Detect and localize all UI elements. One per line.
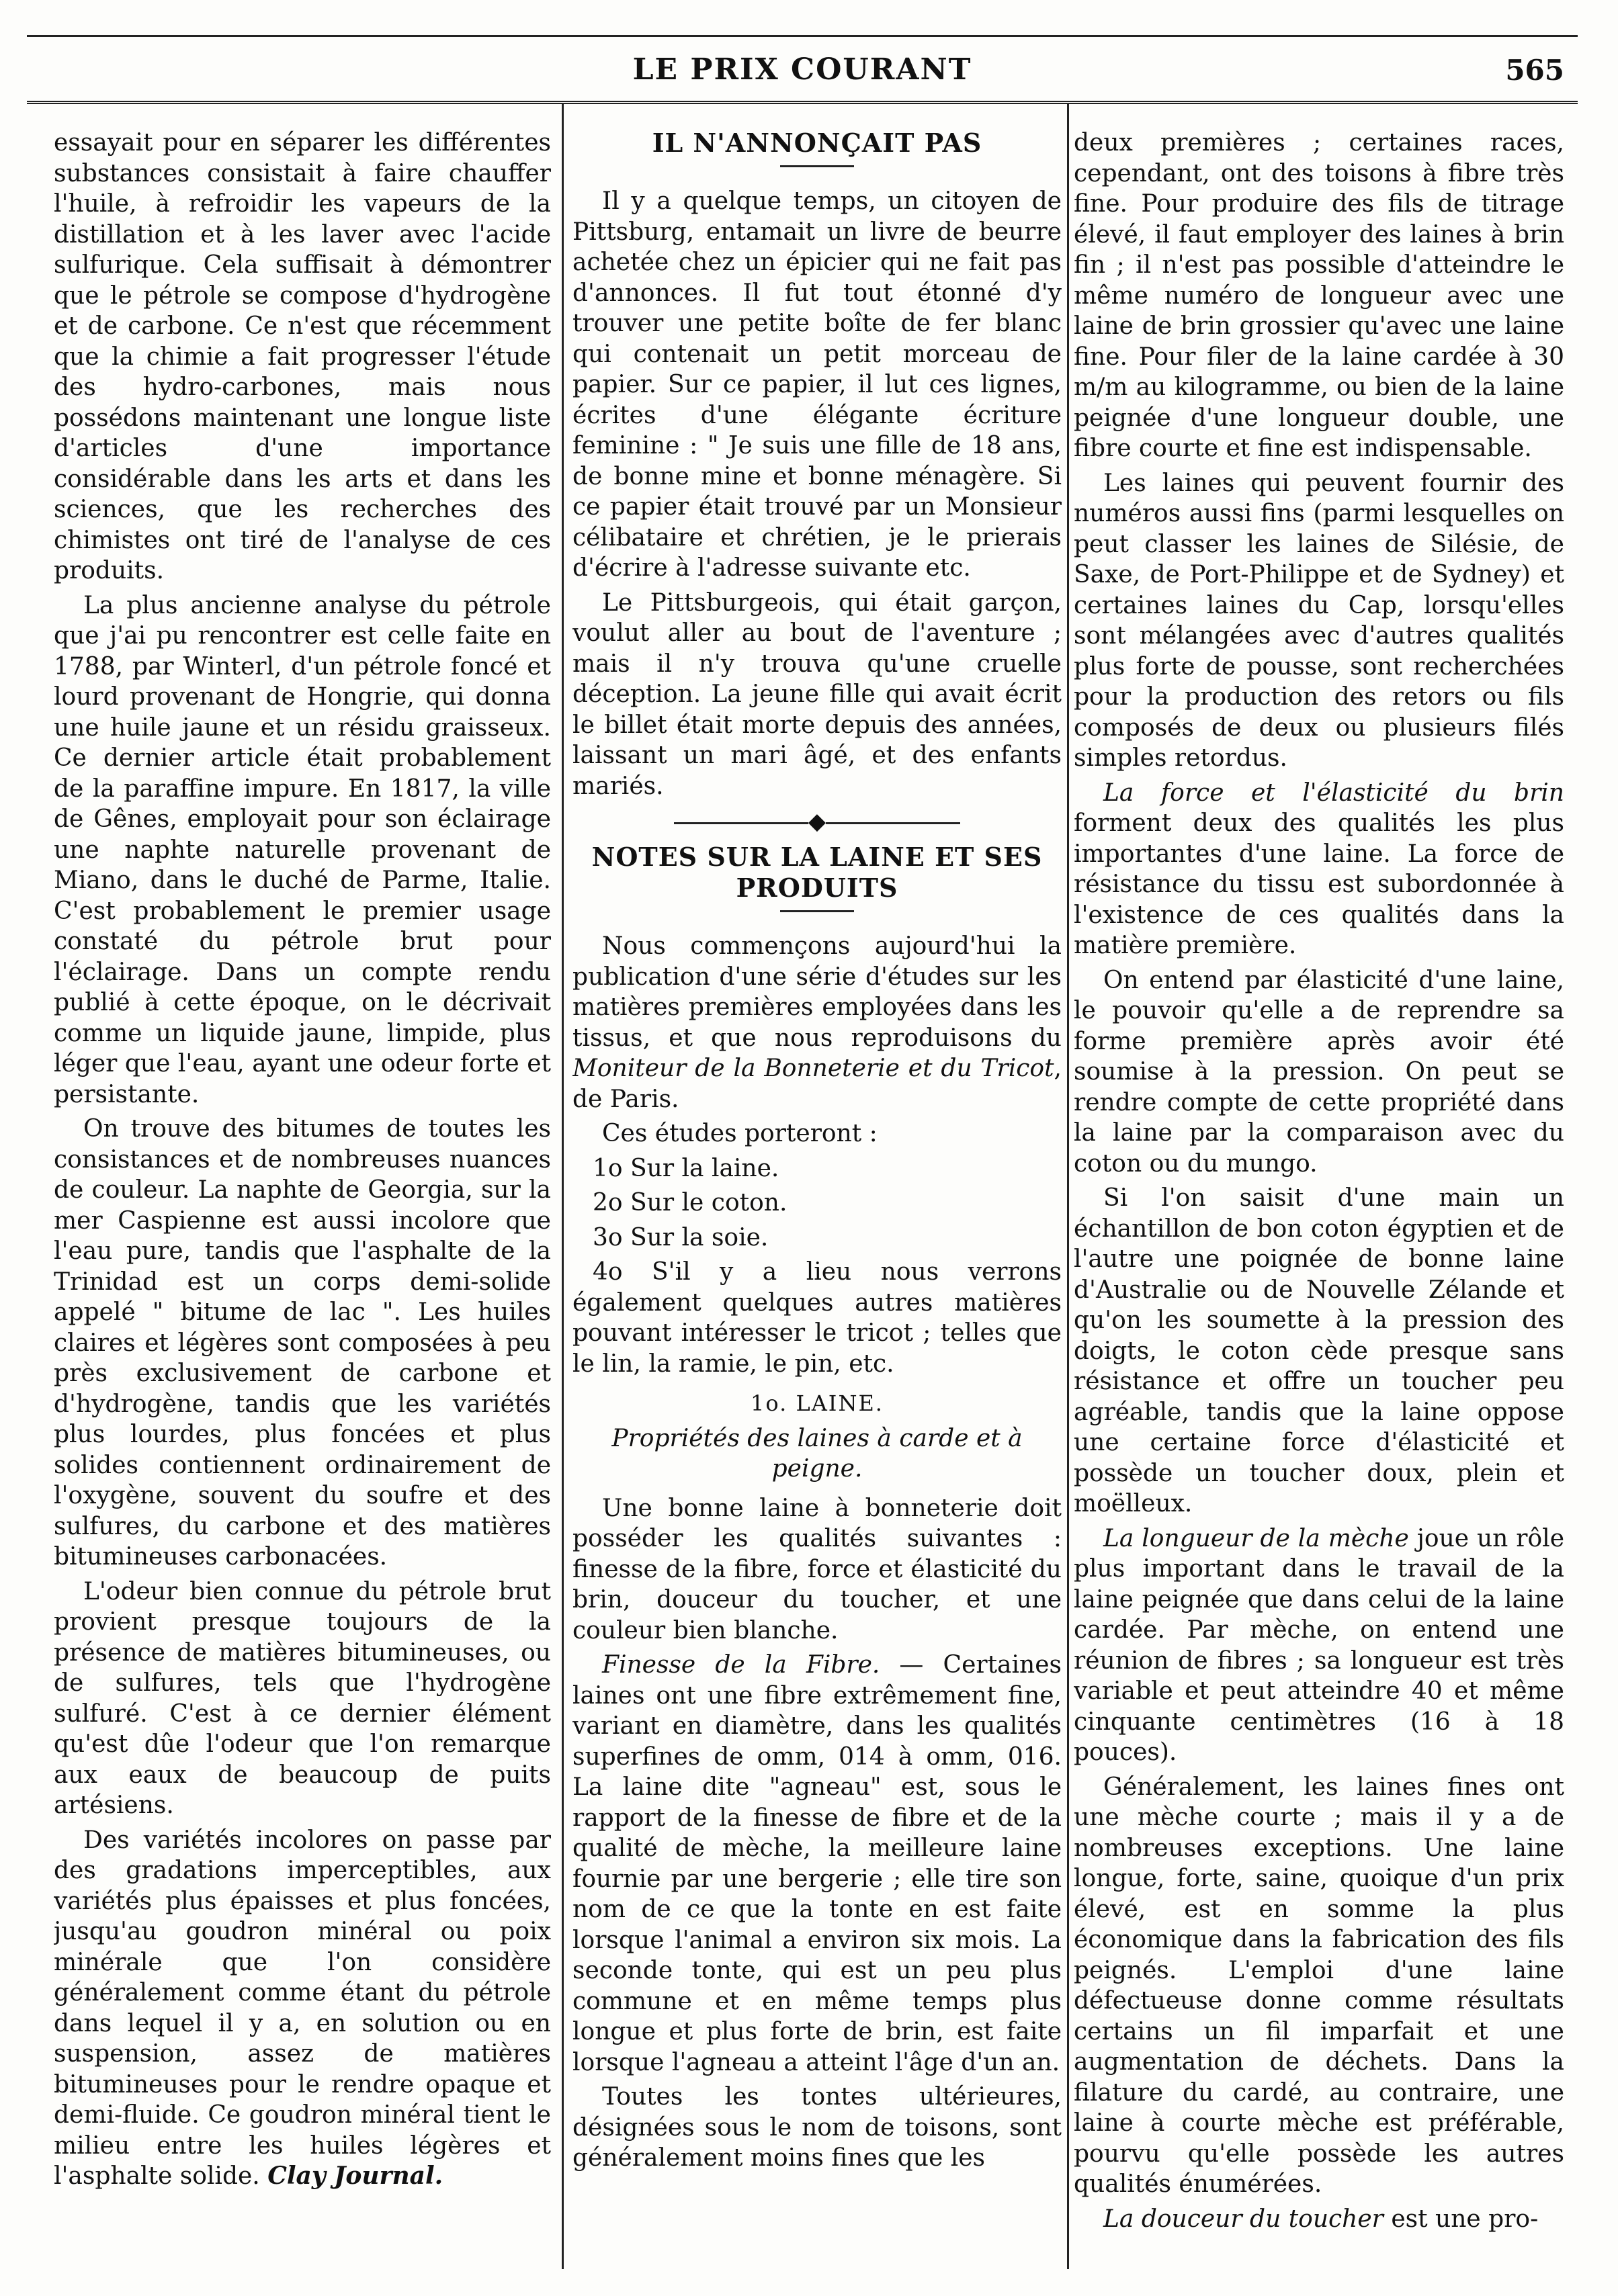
- section-subheading: Propriétés des laines à carde et à peigne.: [611, 1424, 1023, 1483]
- paragraph: Toutes les tontes ultérieures, désignées sous le nom de toisons, sont généralement moins fines que les: [572, 2083, 1062, 2172]
- source-citation: Clay Journal.: [267, 2162, 443, 2190]
- paragraph: Une bonne laine à bonneterie doit posséder les qualités suivantes : finesse de la fibre, force et élasticité du brin, douceur du toucher, et une couleur bien blanche.: [572, 1494, 1062, 1644]
- top-rule: [27, 35, 1578, 37]
- column-divider-1: [562, 104, 564, 2269]
- header-rule: [27, 101, 1578, 104]
- paragraph: La plus ancienne analyse du pétrole que j'ai pu rencontrer est celle faite en 1788, par Winterl, d'un pétrole foncé et lourd provenant de Hongrie, qui donna une huile jaune et un résidu graisseux. Ce dernier article était probablement de la paraffine impure. En 1817, la ville de Gênes, employait pour son éclairage une naphte naturelle provenant de Miano, dans le duché de Parme, Italie. C'est probablement le premier usage constaté du pétrole brut pour l'éclairage. Dans un compte rendu publié à cette époque, on le décrivait comme un liquide jaune, limpide, plus léger que l'eau, ayant une odeur forte et persistante.: [54, 591, 551, 1108]
- paragraph: Le Pittsburgeois, qui était garçon, voulut aller au bout de l'aventure ; mais il n'y trouva qu'une cruelle déception. La jeune fille qui avait écrit le billet était morte depuis des années, laissant un mari âgé, et des enfants mariés.: [572, 588, 1062, 800]
- paragraph: On trouve des bitumes de toutes les consistances et de nombreuses nuances de couleur. La naphte de Georgia, sur la mer Caspienne est aussi incolore que l'eau pure, tandis que l'asphalte de la Trinidad est un corps demi-solide appelé " bitume de lac ". Les huiles claires et légères sont composées à peu près exclusivement de carbone et d'hydrogène, tandis que les variétés plus lourdes, plus foncées et plus solides contiennent ordinairement de l'oxygène, souvent du soufre et des sulfures, du carbone et des matières bitumineuses carbonacées.: [54, 1115, 551, 1571]
- section-heading: 1o. LAINE.: [751, 1390, 884, 1416]
- list-item: 2o Sur le coton.: [593, 1189, 787, 1217]
- list-item: 4o S'il y a lieu nous verrons également quelques autres matières pouvant intéresser le tricot ; telles que le lin, la ramie, le pin, etc.: [572, 1258, 1062, 1378]
- title-rule: [780, 910, 854, 912]
- page-number: 565: [1505, 54, 1564, 87]
- study-list: [572, 1153, 1062, 1380]
- paragraph-text: joue un rôle plus important dans le travail de la laine peignée que dans celui de la laine cardée. Par mèche, on entend une réunion de fibres ; sa longueur est très variable et peut atteindre 40 et même cinquante centimètres (16 à 18 pouces).: [1074, 1524, 1564, 1766]
- paragraph: Les laines qui peuvent fournir des numéros aussi fins (parmi lesquelles on peut classer les laines de Silésie, de Saxe, de Port-Philippe et de Sydney) et certaines laines du Cap, lorsqu'elles sont mélangées avec d'autres qualités plus forte de pousse, sont recherchées pour la production des retors ou fils composés de deux ou plusieurs filés simples retordus.: [1074, 469, 1564, 772]
- article-title: NOTES SUR LA LAINE ET SES PRODUITS: [591, 842, 1043, 903]
- paragraph: Ces études porteront :: [602, 1120, 878, 1147]
- paragraph: [572, 931, 1062, 1114]
- paragraph: On entend par élasticité d'une laine, le pouvoir qu'elle a de reprendre sa forme première après avoir été soumise à la pression. On peut se rendre compte de cette propriété dans la laine par la comparaison avec du coton ou du mungo.: [1074, 966, 1564, 1178]
- paragraph: L'odeur bien connue du pétrole brut provient presque toujours de la présence de matières bitumineuses, ou de sulfures, tels que l'hydrogène sulfuré. C'est à ce dernier élément qu'est dûe l'odeur que l'on remarque aux eaux de beaucoup de puits artésiens.: [54, 1577, 551, 1819]
- column-3: [1074, 128, 1564, 2269]
- article-title: IL N'ANNONÇAIT PAS: [652, 128, 982, 158]
- column-2: [572, 128, 1062, 2269]
- paragraph: Si l'on saisit d'une main un échantillon de bon coton égyptien et de l'autre une poignée de bonne laine d'Australie ou de Nouvelle Zélande et qu'on les soumette à la pression des doigts, le coton cède presque sans résistance et offre un toucher peu agréable, tandis que la laine oppose une certaine force d'élasticité et possède un toucher doux, plein et moëlleux.: [1074, 1184, 1564, 1517]
- paragraph-text: forment deux des qualités les plus importantes d'une laine. La force de résistance du tissu est subordonnée à l'existence de ces qualités dans la matière première.: [1074, 809, 1564, 959]
- paragraph: [1074, 778, 1564, 961]
- page-header: [27, 40, 1578, 101]
- list-item: 3o Sur la soie.: [593, 1223, 769, 1251]
- paragraph: deux premières ; certaines races, cependant, ont des toisons à fibre très fine. Pour produire des fils de titrage élevé, il faut employer des laines à brin fin ; il n'est pas possible d'atteindre le même numéro de longueur avec une laine de brin grossier qu'avec une laine fine. Pour filer de la laine cardée à 30 m/m au kilogramme, ou bien de la laine peignée d'une longueur double, une fibre courte et fine est indispensable.: [1074, 129, 1564, 462]
- paragraph-text: , de Paris.: [572, 1055, 1062, 1113]
- running-title: LE PRIX COURANT: [632, 52, 972, 87]
- paragraph-text: Nous commençons aujourd'hui la publication d'une série d'études sur les matières premières employées dans les tissus, et que nous reproduisons du: [572, 932, 1062, 1052]
- paragraph-text: — Certaines laines ont une fibre extrêmement fine, variant en diamètre, dans les qualités superfines de omm, 014 à omm, 016. La laine dite "agneau" est, sous le rapport de la finesse de fibre et de la qualité de mèche, la meilleure laine fournie par une bergerie ; elle tire son nom de ce que la tonte en est faite lorsque l'animal a environ six mois. La seconde tonte, qui est un peu plus commune et en même temps plus longue et plus forte de brin, est faite lorsque l'agneau a atteint l'âge d'un an.: [572, 1651, 1062, 2076]
- run-in-heading: La force et l'élasticité du brin: [1103, 779, 1564, 807]
- column-1: [54, 128, 551, 2269]
- paragraph: Il y a quelque temps, un citoyen de Pittsburg, entamait un livre de beurre achetée chez un épicier qui ne fait pas d'annonces. Il fut tout étonné d'y trouver une petite boîte de fer blanc qui contenait un petit morceau de papier. Sur ce papier, il lut ces lignes, écrites d'une élégante écriture feminine : " Je suis une fille de 18 ans, de bonne mine et bonne ménagère. Si ce papier était trouvé par un Monsieur célibataire et chrétien, je le prierais d'écrire à l'adresse suivante etc.: [572, 187, 1062, 582]
- run-in-heading: La douceur du toucher: [1103, 2205, 1383, 2233]
- paragraph: essayait pour en séparer les différentes substances consistait à faire chauffer l'huile, à refroidir les vapeurs de la distillation et à les laver avec l'acide sulfurique. Cela suffisait à démontrer que le pétrole se compose d'hydrogène et de carbone. Ce n'est que récemment que la chimie a fait progresser l'étude des hydro-carbones, mais nous possédons maintenant une longue liste d'articles d'une importance considérable dans les arts et dans les sciences, que les recherches des chimistes ont tiré de l'analyse de ces produits.: [54, 129, 551, 584]
- title-rule: [780, 165, 854, 167]
- paragraph-text: est une pro-: [1383, 2205, 1539, 2233]
- list-item: 1o Sur la laine.: [593, 1154, 779, 1182]
- paragraph: [1074, 1524, 1564, 1768]
- paragraph: [54, 1825, 551, 2192]
- run-in-heading: Finesse de la Fibre.: [602, 1651, 880, 1679]
- paragraph: [1074, 2204, 1564, 2235]
- run-in-heading: La longueur de la mèche: [1103, 1524, 1409, 1552]
- column-divider-2: [1067, 104, 1069, 2269]
- paragraph: [572, 1650, 1062, 2078]
- publication-name: Moniteur de la Bonneterie et du Tricot: [572, 1055, 1054, 1082]
- paragraph: Généralement, les laines fines ont une mèche courte ; mais il y a de nombreuses exceptions. Une laine longue, forte, saine, quoique d'un prix élevé, est en somme la plus économique dans la fabrication des fils peignés. L'emploi d'une laine défectueuse donne comme résultats certains un fil imparfait et une augmentation de déchets. Dans la filature du cardé, au contraire, une laine à courte mèche est préférable, pourvu qu'elle possède les autres qualités énumérées.: [1074, 1773, 1564, 2198]
- section-ornament: ◆: [572, 808, 1062, 835]
- paragraph-text: Des variétés incolores on passe par des gradations imperceptibles, aux variétés plus épaisses et plus foncées, jusqu'au goudron minéral ou poix minérale que l'on considère généralement comme étant du pétrole dans lequel il y a, en solution ou en suspension, assez de matières bitumineuses pour le rendre opaque et demi-fluide. Ce goudron minéral tient le milieu entre les huiles légères et l'asphalte solide.: [54, 1826, 551, 2190]
